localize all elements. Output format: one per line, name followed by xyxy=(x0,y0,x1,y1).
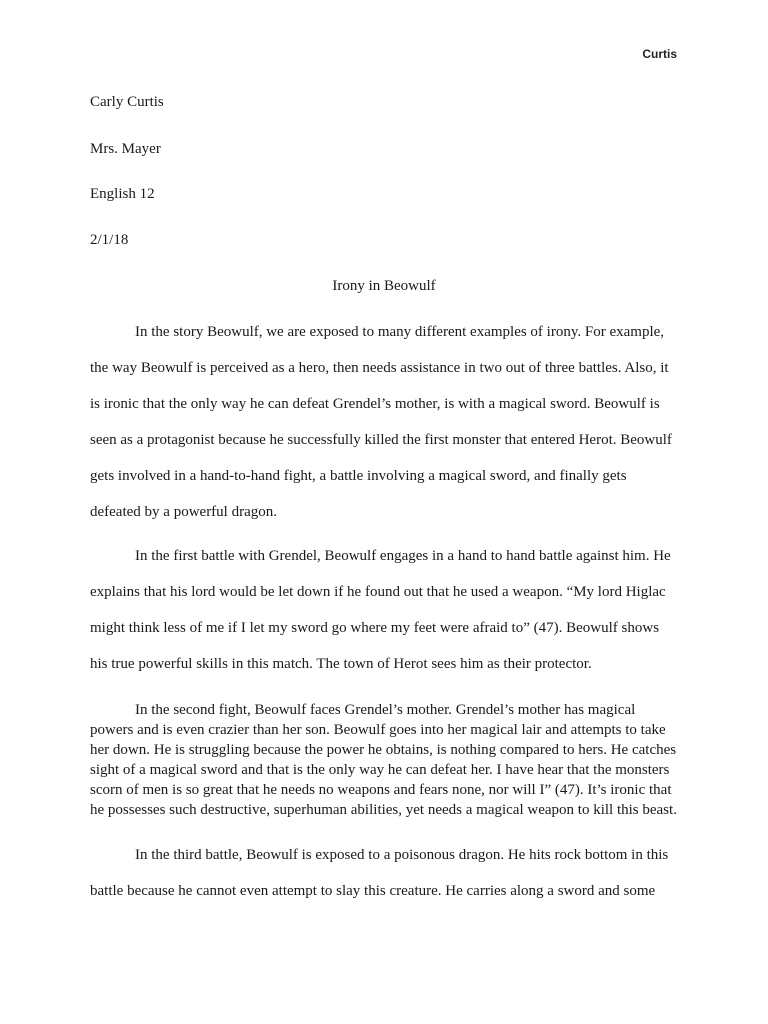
course-name: English 12 xyxy=(90,186,155,202)
student-name: Carly Curtis xyxy=(90,94,164,110)
paragraph-3: In the second fight, Beowulf faces Grendel’s mother. Grendel’s mother has magical powers and is even crazier than her son. Beowulf goes into her magical lair and attempts to take her down. He is struggling because the power he obtains, is nothing compared to hers. He catches sight of a magical sword and that is the only way he can defeat her. I have hear that the monsters scorn of men is so great that he needs no weapons and fears none, nor will I” (47). It’s ironic that he possesses such destructive, superhuman abilities, yet needs a magical weapon to kill this beast. xyxy=(90,702,677,818)
paragraph-4: In the third battle, Beowulf is exposed to a poisonous dragon. He hits rock bottom in this battle because he cannot even attempt to slay this creature. He carries along a sword and some xyxy=(90,847,669,899)
paragraph-2: In the first battle with Grendel, Beowulf engages in a hand to hand battle against him. He explains that his lord would be let down if he found out that he used a weapon. “My lord Higlac might think less of me if I let my sword go where my feet were afraid to” (47). Beowulf shows his true powerful skills in this match. The town of Herot sees him as their protector. xyxy=(90,548,671,672)
essay-title: Irony in Beowulf xyxy=(332,278,436,294)
paragraph-1: In the story Beowulf, we are exposed to many different examples of irony. For example, the way Beowulf is perceived as a hero, then needs assistance in two out of three battles. Also, it is ironic that the only way he can defeat Grendel’s mother, is with a magical sword. Beowulf is seen as a protagonist because he successfully killed the first monster that entered Herot. Beowulf gets involved in a hand-to-hand fight, a battle involving a magical sword, and finally gets defeated by a powerful dragon. xyxy=(90,324,672,520)
running-head: Curtis xyxy=(642,47,677,61)
date: 2/1/18 xyxy=(90,232,129,248)
teacher-name: Mrs. Mayer xyxy=(90,141,161,157)
